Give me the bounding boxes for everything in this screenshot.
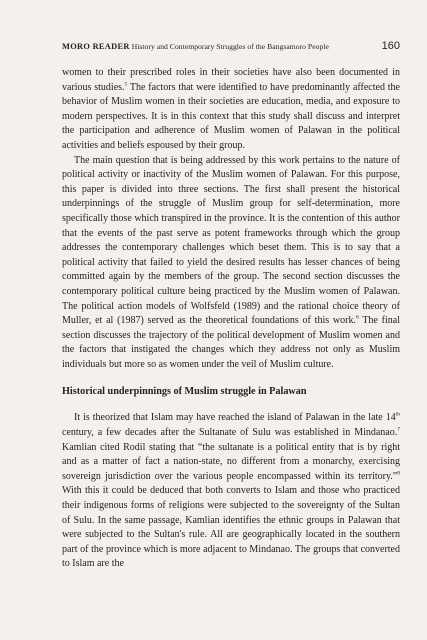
text-run: The final section discusses the trajectory of the political development of Muslim women and the factors that instigated the changes which they address not only as Muslim individuals but more so as women under the veil of Muslim culture. [62,315,400,370]
text-run: The main question that is being addressed by this work pertains to the nature of political activity or inactivity of the Muslim women of Palawan. For this purpose, this paper is divided into three sections. The first shall present the historical underpinnings of the struggle of Muslim group for self-determination, more specifically those which transpired in the province. It is the contention of this author that the events of the past serve as potent frameworks through which the group addresses the contemporary challenges which beset them. This is to say that a political activity that failed to yield the desired results has lesser chances of being committed again by the members of the group. The second section discusses the contemporary political culture being practiced by the Muslim women of Palawan. The political action models of Wolfsfeld (1989) and the rational choice theory of Muller, et al (1987) served as the theoretical foundations of this work. [62,154,400,327]
paragraph [62,154,400,373]
paragraphs-before-heading [62,66,400,372]
footnote-marker: 5 [124,81,128,88]
text-run: The factors that were identified to have predominantly affected the behavior of Muslim women in their societies are education, media, and exposure to modern perspectives. It is in this context that this study shall discuss and interpret the participation and adherence of Muslim women of Palawan in the political activities and beliefs espoused by their group. [62,81,401,151]
text-run: Kamlian cited Rodil stating that “the sultanate is a political entity that is by right and as a matter of fact a nation-state, no different from a monarchy, exercising sovereign jurisdiction over the various people encompassed within its territory.” [62,441,400,482]
text-run: With this it could be deduced that both converts to Islam and those who practiced their indigenous forms of religions were subjected to the sovereignty of the Sultan of Sulu. In the same passage, Kamlian identifies the ethnic groups in Palawan that were subjected to the Sultan's rule. All are geographically located in the southern part of the province which is more adjacent to Mindanao. The groups that converted to Islam are the [62,485,400,570]
paragraph [62,411,400,572]
body-text [62,66,400,572]
text-run: century, a few decades after the Sultanate of Sulu was established in Mindanao. [62,427,398,439]
footnote-marker: 7 [397,426,400,433]
paragraphs-after-heading [62,411,400,572]
running-title [62,42,329,51]
text-run: women to their prescribed roles in their societies have also been documented in various studies. [62,67,400,93]
book-title: MORO READER [62,42,130,51]
footnote-marker: th [395,412,400,419]
footnote-marker: 8 [397,470,400,477]
book-subtitle: History and Contemporary Struggles of the Bangsamoro People [131,42,329,51]
page-number: 160 [381,40,400,52]
footnote-marker: 6 [355,314,359,321]
running-header [62,40,400,58]
paragraph [62,66,400,154]
section-heading: Historical underpinnings of Muslim struggle in Palawan [62,386,307,398]
text-run: It is theorized that Islam may have reached the island of Palawan in the late 14 [74,412,396,424]
